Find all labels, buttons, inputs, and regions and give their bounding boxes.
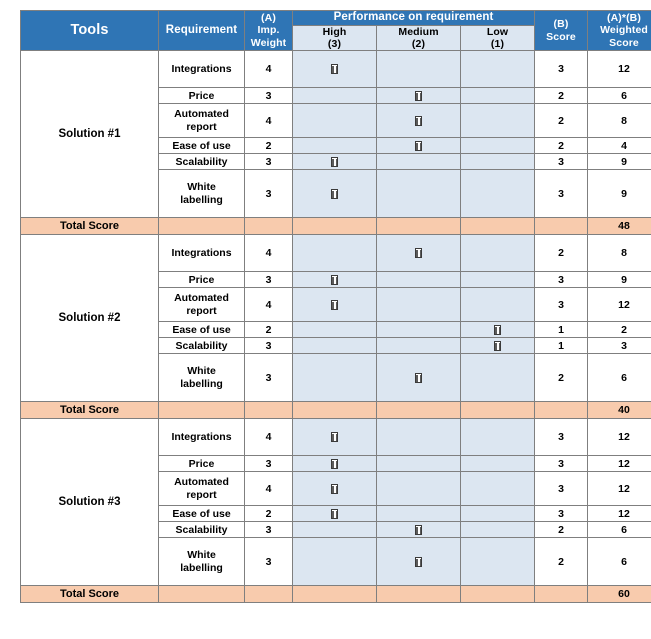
check-mark-icon — [415, 373, 422, 383]
table-row — [21, 235, 651, 272]
performance-medium-cell[interactable] — [377, 538, 461, 586]
importance-weight-cell: 4 — [245, 472, 293, 506]
importance-weight-cell: 2 — [245, 322, 293, 338]
b-score-cell: 2 — [535, 88, 588, 104]
total-spacer-weight — [245, 402, 293, 419]
weighted-line-3: Score — [609, 36, 639, 49]
requirement-line: Automated — [174, 476, 229, 489]
b-score-cell: 2 — [535, 235, 588, 272]
performance-low-cell[interactable] — [461, 538, 535, 586]
column-header-high — [293, 25, 377, 51]
weighted-score-cell: 12 — [588, 506, 651, 522]
importance-weight-cell: 4 — [245, 235, 293, 272]
weighted-score-cell: 12 — [588, 456, 651, 472]
requirement-cell — [159, 456, 245, 472]
performance-low-cell[interactable] — [461, 472, 535, 506]
requirement-cell — [159, 154, 245, 170]
performance-medium-cell[interactable] — [377, 235, 461, 272]
performance-low-cell[interactable] — [461, 170, 535, 218]
total-spacer-high — [293, 402, 377, 419]
total-spacer-requirement — [159, 402, 245, 419]
column-header-importance-weight — [245, 11, 293, 51]
check-mark-icon — [331, 157, 338, 167]
total-score-row — [21, 586, 651, 603]
requirement-line: Ease of use — [172, 507, 231, 520]
weighted-score-cell: 6 — [588, 522, 651, 538]
b-score-line-2: Score — [546, 30, 576, 43]
requirement-cell — [159, 419, 245, 456]
requirement-cell — [159, 272, 245, 288]
total-score-row — [21, 218, 651, 235]
total-spacer-high — [293, 218, 377, 235]
b-score-cell: 3 — [535, 170, 588, 218]
performance-medium-cell[interactable] — [377, 506, 461, 522]
requirement-cell — [159, 170, 245, 218]
weighted-line-2: Weighted — [600, 24, 648, 37]
performance-medium-cell[interactable] — [377, 51, 461, 88]
column-header-performance-group: Performance on requirement — [293, 11, 535, 26]
importance-weight-cell: 4 — [245, 104, 293, 138]
weighted-score-cell: 4 — [588, 138, 651, 154]
requirement-cell — [159, 235, 245, 272]
total-score-row — [21, 402, 651, 419]
requirement-cell — [159, 138, 245, 154]
total-spacer-medium — [377, 586, 461, 603]
column-header-weighted-score — [588, 11, 651, 51]
weighted-score-cell: 8 — [588, 104, 651, 138]
solution-name-cell: Solution #1 — [21, 51, 159, 218]
performance-low-cell[interactable] — [461, 354, 535, 402]
b-score-cell: 3 — [535, 456, 588, 472]
b-score-cell: 2 — [535, 538, 588, 586]
requirement-cell — [159, 322, 245, 338]
total-spacer-score — [535, 586, 588, 603]
importance-weight-cell: 2 — [245, 506, 293, 522]
requirement-line: labelling — [180, 561, 223, 574]
performance-high-cell[interactable] — [293, 472, 377, 506]
column-header-b-score — [535, 11, 588, 51]
importance-weight-cell: 3 — [245, 170, 293, 218]
b-score-cell: 3 — [535, 472, 588, 506]
b-score-cell: 2 — [535, 138, 588, 154]
requirement-line: Integrations — [171, 247, 232, 260]
weighted-score-cell: 12 — [588, 51, 651, 88]
requirement-cell — [159, 472, 245, 506]
performance-low-cell[interactable] — [461, 235, 535, 272]
performance-low-cell[interactable] — [461, 456, 535, 472]
table-row — [21, 51, 651, 88]
requirement-line: Scalability — [175, 523, 228, 536]
performance-high-cell[interactable] — [293, 170, 377, 218]
requirement-line: labelling — [180, 193, 223, 206]
weighted-score-cell: 3 — [588, 338, 651, 354]
importance-weight-cell: 3 — [245, 522, 293, 538]
performance-low-cell[interactable] — [461, 154, 535, 170]
performance-high-cell[interactable] — [293, 522, 377, 538]
weighted-score-cell: 9 — [588, 272, 651, 288]
requirement-cell — [159, 288, 245, 322]
importance-weight-cell: 3 — [245, 538, 293, 586]
performance-low-cell[interactable] — [461, 272, 535, 288]
b-score-cell: 1 — [535, 338, 588, 354]
performance-low-cell[interactable] — [461, 88, 535, 104]
imp-weight-line-2: Imp. — [257, 24, 280, 37]
total-score-value: 60 — [588, 586, 651, 603]
total-spacer-score — [535, 402, 588, 419]
performance-high-cell[interactable] — [293, 456, 377, 472]
performance-low-cell[interactable] — [461, 419, 535, 456]
performance-low-cell[interactable] — [461, 338, 535, 354]
check-mark-icon — [415, 525, 422, 535]
requirement-line: Price — [188, 273, 215, 286]
performance-low-cell[interactable] — [461, 288, 535, 322]
performance-medium-cell[interactable] — [377, 104, 461, 138]
b-score-cell: 3 — [535, 51, 588, 88]
medium-label: Medium — [398, 25, 439, 38]
importance-weight-cell: 3 — [245, 456, 293, 472]
total-spacer-low — [461, 402, 535, 419]
performance-high-cell[interactable] — [293, 235, 377, 272]
requirement-cell — [159, 51, 245, 88]
high-label: High — [322, 25, 347, 38]
performance-medium-cell[interactable] — [377, 354, 461, 402]
requirement-line: Integrations — [171, 63, 232, 76]
performance-high-cell[interactable] — [293, 104, 377, 138]
requirement-line: report — [186, 304, 217, 317]
importance-weight-cell: 4 — [245, 288, 293, 322]
weighted-score-cell: 12 — [588, 419, 651, 456]
imp-weight-line-3: Weight — [250, 36, 287, 49]
performance-medium-cell[interactable] — [377, 338, 461, 354]
check-mark-icon — [415, 557, 422, 567]
performance-high-cell[interactable] — [293, 288, 377, 322]
b-score-cell: 3 — [535, 419, 588, 456]
requirement-line: Price — [188, 457, 215, 470]
importance-weight-cell: 2 — [245, 138, 293, 154]
column-header-medium — [377, 25, 461, 51]
total-spacer-medium — [377, 402, 461, 419]
performance-medium-cell[interactable] — [377, 322, 461, 338]
requirement-cell — [159, 538, 245, 586]
importance-weight-cell: 4 — [245, 51, 293, 88]
performance-low-cell[interactable] — [461, 506, 535, 522]
requirement-cell — [159, 354, 245, 402]
requirement-cell — [159, 338, 245, 354]
requirement-line: Integrations — [171, 431, 232, 444]
requirement-line: Price — [188, 89, 215, 102]
requirement-line: report — [186, 120, 217, 133]
requirement-cell — [159, 104, 245, 138]
high-value: (3) — [327, 37, 342, 50]
solution-name-cell: Solution #2 — [21, 235, 159, 402]
check-mark-icon — [415, 141, 422, 151]
b-score-cell: 1 — [535, 322, 588, 338]
b-score-cell: 3 — [535, 506, 588, 522]
check-mark-icon — [331, 189, 338, 199]
importance-weight-cell: 3 — [245, 154, 293, 170]
total-spacer-low — [461, 586, 535, 603]
total-score-value: 40 — [588, 402, 651, 419]
check-mark-icon — [331, 275, 338, 285]
b-score-line-1: (B) — [553, 18, 569, 31]
medium-value: (2) — [411, 37, 426, 50]
requirement-line: White — [187, 365, 216, 378]
check-mark-icon — [494, 325, 501, 335]
check-mark-icon — [331, 509, 338, 519]
b-score-cell: 2 — [535, 522, 588, 538]
imp-weight-line-1: (A) — [261, 12, 276, 25]
header-row-top — [21, 11, 651, 26]
performance-medium-cell[interactable] — [377, 472, 461, 506]
requirement-cell — [159, 88, 245, 104]
total-spacer-high — [293, 586, 377, 603]
weighted-score-cell: 9 — [588, 170, 651, 218]
total-spacer-weight — [245, 218, 293, 235]
total-spacer-weight — [245, 586, 293, 603]
performance-low-cell[interactable] — [461, 138, 535, 154]
performance-high-cell[interactable] — [293, 354, 377, 402]
performance-high-cell[interactable] — [293, 154, 377, 170]
requirement-line: Ease of use — [172, 139, 231, 152]
importance-weight-cell: 3 — [245, 354, 293, 402]
requirement-line: report — [186, 488, 217, 501]
weighted-score-cell: 6 — [588, 88, 651, 104]
performance-high-cell[interactable] — [293, 338, 377, 354]
requirement-line: White — [187, 549, 216, 562]
check-mark-icon — [331, 432, 338, 442]
check-mark-icon — [331, 459, 338, 469]
total-spacer-medium — [377, 218, 461, 235]
performance-high-cell[interactable] — [293, 51, 377, 88]
total-spacer-requirement — [159, 586, 245, 603]
table-row — [21, 419, 651, 456]
performance-medium-cell[interactable] — [377, 138, 461, 154]
b-score-cell: 3 — [535, 272, 588, 288]
performance-medium-cell[interactable] — [377, 154, 461, 170]
importance-weight-cell: 3 — [245, 338, 293, 354]
performance-medium-cell[interactable] — [377, 522, 461, 538]
low-label: Low — [486, 25, 509, 38]
performance-high-cell[interactable] — [293, 272, 377, 288]
b-score-cell: 3 — [535, 154, 588, 170]
performance-low-cell[interactable] — [461, 522, 535, 538]
check-mark-icon — [415, 116, 422, 126]
weighted-line-1: (A)*(B) — [607, 12, 641, 25]
weighted-score-cell: 12 — [588, 288, 651, 322]
total-score-label: Total Score — [21, 586, 159, 603]
check-mark-icon — [331, 64, 338, 74]
performance-low-cell[interactable] — [461, 51, 535, 88]
column-header-tools: Tools — [21, 11, 159, 51]
performance-high-cell[interactable] — [293, 419, 377, 456]
b-score-cell: 2 — [535, 104, 588, 138]
requirement-line: Automated — [174, 292, 229, 305]
performance-high-cell[interactable] — [293, 322, 377, 338]
b-score-cell: 3 — [535, 288, 588, 322]
requirement-line: Scalability — [175, 155, 228, 168]
requirement-cell — [159, 506, 245, 522]
total-score-label: Total Score — [21, 402, 159, 419]
weighted-score-cell: 12 — [588, 472, 651, 506]
solution-name-cell: Solution #3 — [21, 419, 159, 586]
total-spacer-low — [461, 218, 535, 235]
low-value: (1) — [490, 37, 505, 50]
tools-evaluation-table — [20, 10, 651, 603]
performance-high-cell[interactable] — [293, 88, 377, 104]
check-mark-icon — [331, 484, 338, 494]
requirement-line: White — [187, 181, 216, 194]
weighted-score-cell: 9 — [588, 154, 651, 170]
performance-low-cell[interactable] — [461, 104, 535, 138]
column-header-low — [461, 25, 535, 51]
importance-weight-cell: 4 — [245, 419, 293, 456]
table-header — [21, 11, 651, 51]
performance-medium-cell[interactable] — [377, 170, 461, 218]
requirement-line: Automated — [174, 108, 229, 121]
check-mark-icon — [415, 91, 422, 101]
performance-low-cell[interactable] — [461, 322, 535, 338]
performance-high-cell[interactable] — [293, 138, 377, 154]
check-mark-icon — [331, 300, 338, 310]
table-body — [21, 51, 651, 603]
performance-high-cell[interactable] — [293, 538, 377, 586]
total-spacer-score — [535, 218, 588, 235]
column-header-requirement: Requirement — [159, 11, 245, 51]
performance-medium-cell[interactable] — [377, 456, 461, 472]
check-mark-icon — [415, 248, 422, 258]
check-mark-icon — [494, 341, 501, 351]
performance-medium-cell[interactable] — [377, 272, 461, 288]
performance-medium-cell[interactable] — [377, 419, 461, 456]
importance-weight-cell: 3 — [245, 272, 293, 288]
performance-medium-cell[interactable] — [377, 288, 461, 322]
requirement-line: labelling — [180, 377, 223, 390]
weighted-score-cell: 6 — [588, 538, 651, 586]
total-spacer-requirement — [159, 218, 245, 235]
importance-weight-cell: 3 — [245, 88, 293, 104]
total-score-label: Total Score — [21, 218, 159, 235]
weighted-score-cell: 6 — [588, 354, 651, 402]
requirement-cell — [159, 522, 245, 538]
b-score-cell: 2 — [535, 354, 588, 402]
weighted-score-cell: 8 — [588, 235, 651, 272]
performance-high-cell[interactable] — [293, 506, 377, 522]
performance-medium-cell[interactable] — [377, 88, 461, 104]
weighted-score-cell: 2 — [588, 322, 651, 338]
total-score-value: 48 — [588, 218, 651, 235]
requirement-line: Scalability — [175, 339, 228, 352]
requirement-line: Ease of use — [172, 323, 231, 336]
